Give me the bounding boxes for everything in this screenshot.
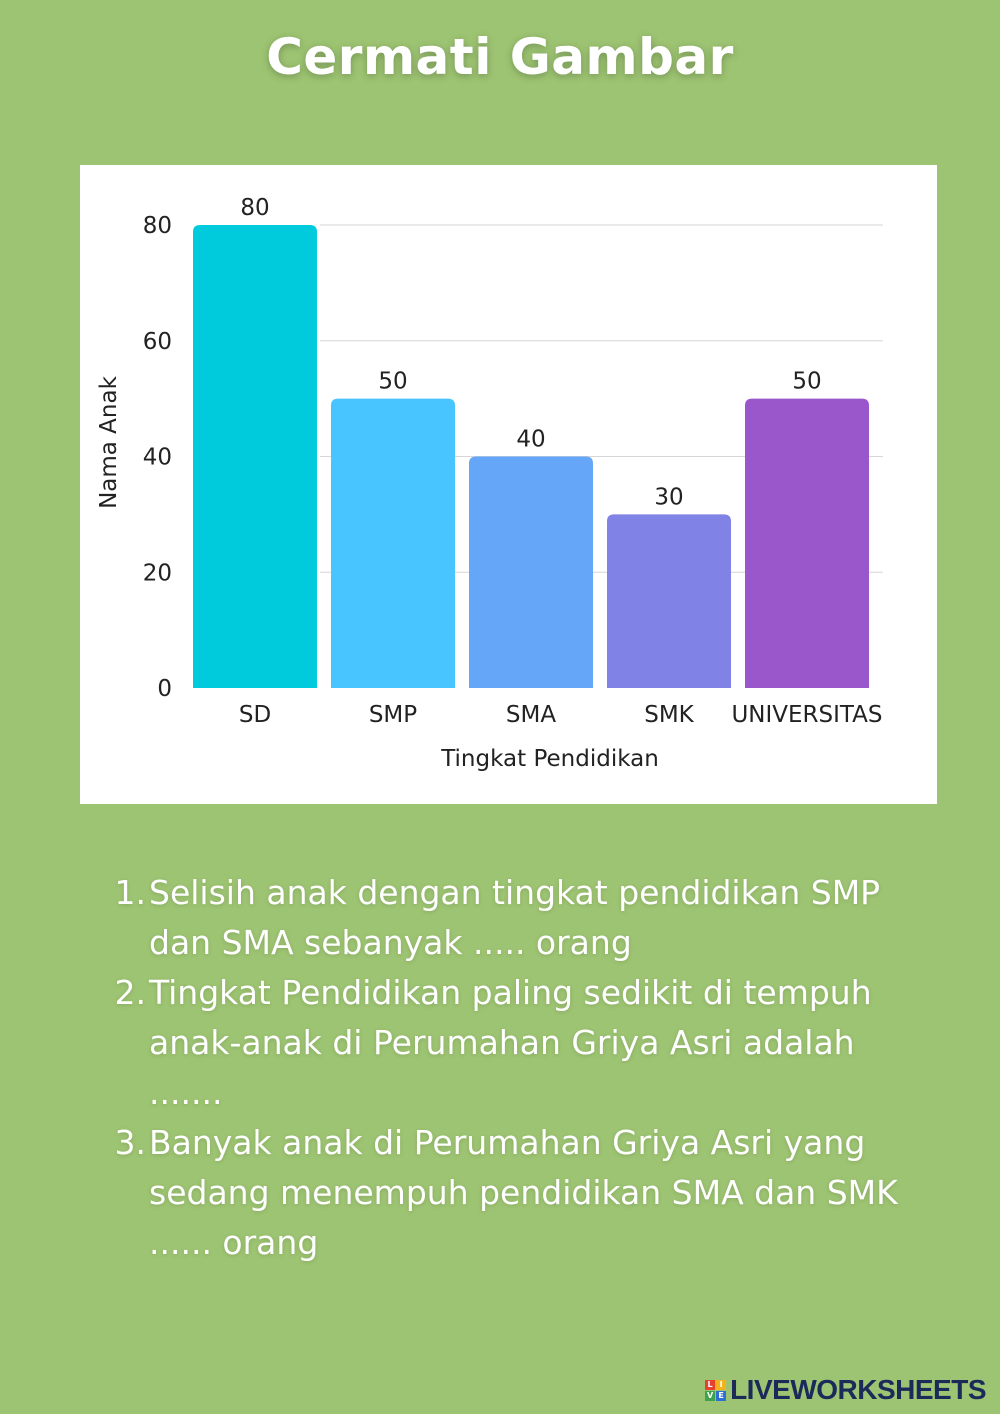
question-number: 1.	[114, 873, 146, 912]
page-title: Cermati Gambar	[266, 28, 734, 86]
data-label: 30	[654, 484, 684, 511]
logo-square: L	[705, 1380, 715, 1390]
x-tick-label: SMA	[505, 702, 557, 728]
question-text: Tingkat Pendidikan paling sedikit di tempuh anak-anak di Perumahan Griya Asri adalah .......	[149, 973, 872, 1112]
x-tick-label: SD	[238, 702, 272, 728]
bar-universitas	[745, 399, 869, 688]
data-label: 80	[240, 195, 270, 221]
y-tick-label: 20	[142, 560, 172, 587]
data-label: 50	[378, 368, 408, 395]
question-number: 2.	[114, 973, 146, 1012]
logo-square: V	[706, 1390, 714, 1400]
y-tick-label: 80	[142, 213, 172, 239]
x-tick-label: SMK	[644, 702, 694, 728]
x-axis-label: Tingkat Pendidikan	[441, 746, 659, 772]
y-tick-label: 60	[142, 328, 172, 355]
y-tick-label: 0	[157, 676, 172, 702]
question-item	[110, 1118, 910, 1268]
x-tick-label: SMP	[368, 702, 418, 728]
bar-smk	[607, 514, 731, 688]
chart-panel	[80, 165, 937, 804]
y-tick-label: 40	[142, 444, 172, 471]
bar-sd	[193, 225, 317, 688]
bar-chart	[80, 165, 937, 804]
y-axis-label: Nama Anak	[96, 376, 122, 509]
logo-square: E	[716, 1391, 726, 1401]
logo-square: I	[716, 1380, 726, 1390]
bar-smp	[331, 399, 455, 688]
brand-name: LIVEWORKSHEETS	[730, 1374, 986, 1405]
question-number: 3.	[114, 1123, 146, 1162]
bar-sma	[469, 457, 593, 689]
brand-logo[interactable]	[705, 1374, 986, 1406]
question-text: Selisih anak dengan tingkat pendidikan SMP dan SMA sebanyak ..... orang	[149, 873, 881, 962]
x-tick-label: UNIVERSITAS	[731, 702, 883, 728]
question-list	[110, 868, 910, 1268]
question-item	[110, 968, 910, 1118]
liveworksheets-logo-icon	[705, 1380, 726, 1401]
question-text: Banyak anak di Perumahan Griya Asri yang sedang menempuh pendidikan SMA dan SMK ...... orang	[149, 1123, 898, 1262]
question-item	[110, 868, 910, 968]
data-label: 40	[516, 426, 546, 453]
data-label: 50	[792, 368, 822, 395]
